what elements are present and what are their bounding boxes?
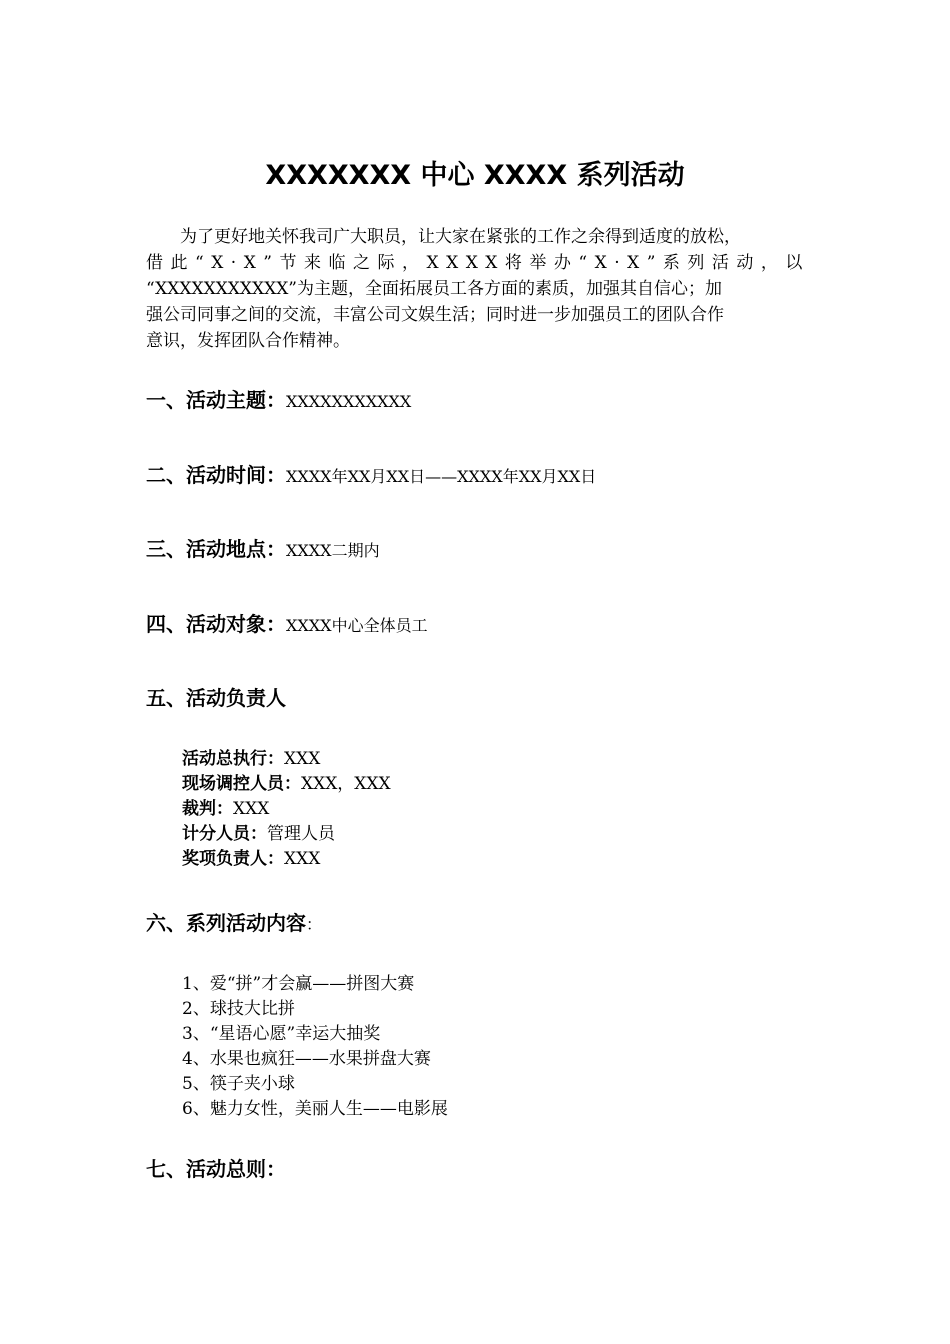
section-target-label: 四、活动对象： xyxy=(146,612,286,636)
leader-row xyxy=(182,797,391,822)
section-rules-label: 七、活动总则： xyxy=(146,1157,286,1181)
leader-role: 活动总执行： xyxy=(182,749,284,769)
leader-role: 裁判： xyxy=(182,799,233,819)
section-content-label: 六、系列活动内容 xyxy=(146,911,306,935)
intro-paragraph xyxy=(146,224,810,354)
section-content xyxy=(146,909,322,939)
intro-line-2: 借此“X·X”节来临之际，XXXX将举办“X·X”系列活动，以 xyxy=(146,253,810,273)
section-target-value: XXXX中心全体员工 xyxy=(286,616,428,635)
leader-role: 奖项负责人： xyxy=(182,849,284,869)
intro-line-5: 意识，发挥团队合作精神。 xyxy=(146,331,350,351)
leader-row xyxy=(182,772,391,797)
section-place-value: XXXX二期内 xyxy=(286,541,380,560)
activity-list xyxy=(182,972,448,1122)
section-time-value: XXXX年XX月XX日——XXXX年XX月XX日 xyxy=(286,467,597,486)
activity-item: 2、球技大比拼 xyxy=(182,999,295,1019)
leader-name: XXX xyxy=(284,749,321,769)
leader-role: 现场调控人员： xyxy=(182,774,301,794)
section-rules xyxy=(146,1155,286,1183)
leader-role: 计分人员： xyxy=(182,824,267,844)
intro-line-4: 强公司同事之间的交流，丰富公司文娱生活；同时进一步加强员工的团队合作 xyxy=(146,305,724,325)
leader-row xyxy=(182,747,391,772)
section-theme-label: 一、活动主题： xyxy=(146,388,286,412)
section-theme xyxy=(146,386,411,416)
section-target xyxy=(146,610,428,640)
activity-item: 4、水果也疯狂——水果拼盘大赛 xyxy=(182,1049,431,1069)
section-content-colon: ： xyxy=(306,915,323,934)
activity-item: 6、魅力女性，美丽人生——电影展 xyxy=(182,1099,448,1119)
leader-name: 管理人员 xyxy=(267,824,335,844)
intro-line-1: 为了更好地关怀我司广大职员，让大家在紧张的工作之余得到适度的放松， xyxy=(180,227,741,247)
section-place-label: 三、活动地点： xyxy=(146,537,286,561)
leader-row xyxy=(182,822,391,847)
section-place xyxy=(146,535,380,565)
intro-line-3: “XXXXXXXXXXX”为主题，全面拓展员工各方面的素质，加强其自信心；加 xyxy=(146,279,722,299)
activity-item: 3、“星语心愿”幸运大抽奖 xyxy=(182,1024,381,1044)
leader-name: XXX，XXX xyxy=(301,774,391,794)
document-title: XXXXXXX 中心 XXXX 系列活动 xyxy=(265,160,685,191)
activity-item: 1、爱“拼”才会赢——拼图大赛 xyxy=(182,974,415,994)
section-leaders xyxy=(146,684,286,712)
section-time-label: 二、活动时间： xyxy=(146,463,286,487)
section-time xyxy=(146,461,596,491)
leader-name: XXX xyxy=(233,799,270,819)
section-theme-value: XXXXXXXXXXX xyxy=(286,392,412,411)
leader-name: XXX xyxy=(284,849,321,869)
section-leaders-label: 五、活动负责人 xyxy=(146,686,286,710)
leaders-list xyxy=(182,747,391,872)
activity-item: 5、筷子夹小球 xyxy=(182,1074,295,1094)
leader-row xyxy=(182,847,391,872)
